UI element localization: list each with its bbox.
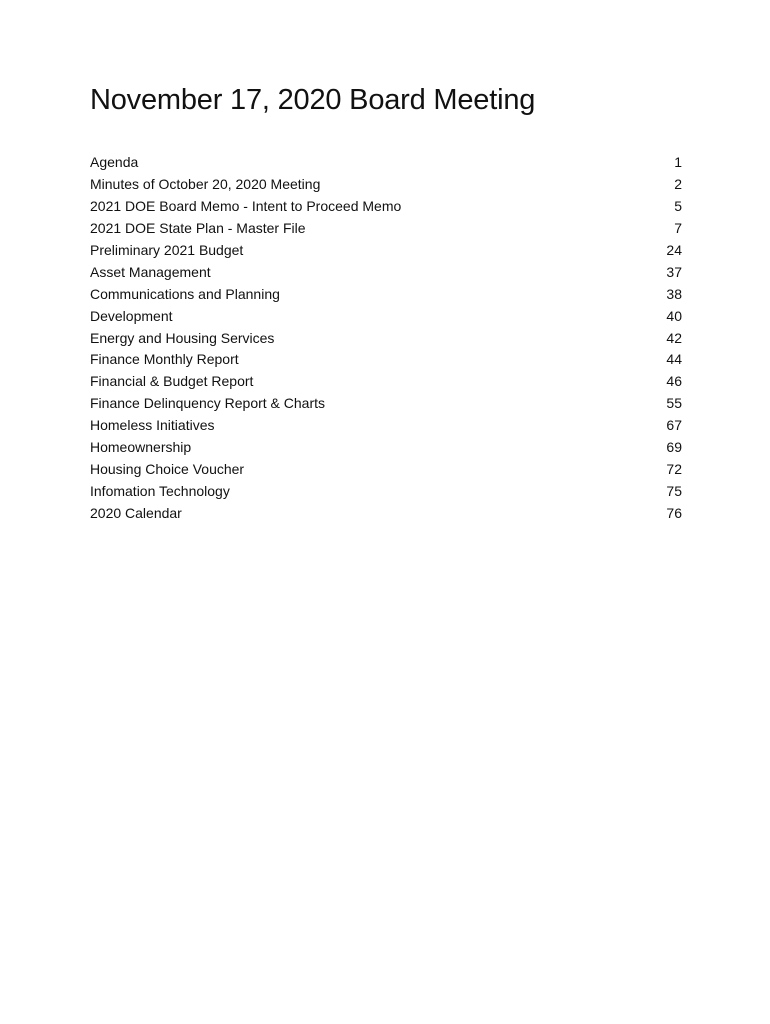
toc-entry-label: Homeless Initiatives [90,417,215,434]
toc-page-number: 37 [666,263,682,280]
toc-entry-label: Agenda [90,154,139,170]
toc-page-number: 76 [666,505,682,521]
toc-row-finance-monthly-report[interactable] [90,349,682,371]
toc-page-number: 1 [674,154,682,170]
toc-entry-label: Financial & Budget Report [90,373,254,390]
toc-row-homeownership[interactable] [90,437,682,459]
toc-row-finance-delinquency-report[interactable] [90,393,682,415]
toc-entry-label: Minutes of October 20, 2020 Meeting [90,175,321,192]
toc-entry-label: 2021 DOE State Plan - Master File [90,219,306,236]
toc-page-number: 5 [674,197,682,214]
toc-row-housing-choice-voucher[interactable] [90,459,682,481]
toc-page-number: 24 [666,241,682,258]
toc-page-number: 7 [674,219,682,236]
toc-row-energy-housing-services[interactable] [90,328,682,350]
toc-row-information-technology[interactable] [90,481,682,503]
page-title: November 17, 2020 Board Meeting [90,84,536,116]
toc-row-development[interactable] [90,306,682,328]
toc-page-number: 44 [666,351,682,368]
toc-entry-label: Development [90,307,173,324]
toc-entry-label: Finance Monthly Report [90,351,239,368]
toc-entry-label: Asset Management [90,263,211,280]
toc-entry-label: Housing Choice Voucher [90,461,245,478]
toc-row-calendar[interactable] [90,503,682,525]
toc-page-number: 75 [666,483,682,500]
toc-row-communications-planning[interactable] [90,284,682,306]
table-of-contents [90,152,682,525]
toc-page-number: 40 [666,307,682,324]
toc-entry-label: Communications and Planning [90,285,280,302]
toc-entry-label: Preliminary 2021 Budget [90,241,244,258]
toc-page-number: 55 [666,395,682,412]
toc-page-number: 69 [666,439,682,456]
toc-entry-label: Energy and Housing Services [90,329,275,346]
toc-row-financial-budget-report[interactable] [90,371,682,393]
toc-row-agenda[interactable] [90,152,682,174]
toc-page-number: 42 [666,329,682,346]
toc-page-number: 67 [666,417,682,434]
toc-row-preliminary-budget[interactable] [90,240,682,262]
toc-entry-label: 2020 Calendar [90,505,182,521]
toc-entry-label: 2021 DOE Board Memo - Intent to Proceed Memo [90,197,402,214]
toc-row-homeless-initiatives[interactable] [90,415,682,437]
toc-row-minutes[interactable] [90,174,682,196]
toc-entry-label: Finance Delinquency Report & Charts [90,395,326,412]
toc-row-asset-management[interactable] [90,262,682,284]
toc-page-number: 38 [666,285,682,302]
toc-entry-label: Homeownership [90,439,192,456]
toc-row-doe-board-memo[interactable] [90,196,682,218]
toc-entry-label: Infomation Technology [90,483,230,500]
toc-page-number: 72 [666,461,682,478]
toc-page-number: 2 [674,175,682,192]
toc-row-doe-state-plan[interactable] [90,218,682,240]
toc-page-number: 46 [666,373,682,390]
